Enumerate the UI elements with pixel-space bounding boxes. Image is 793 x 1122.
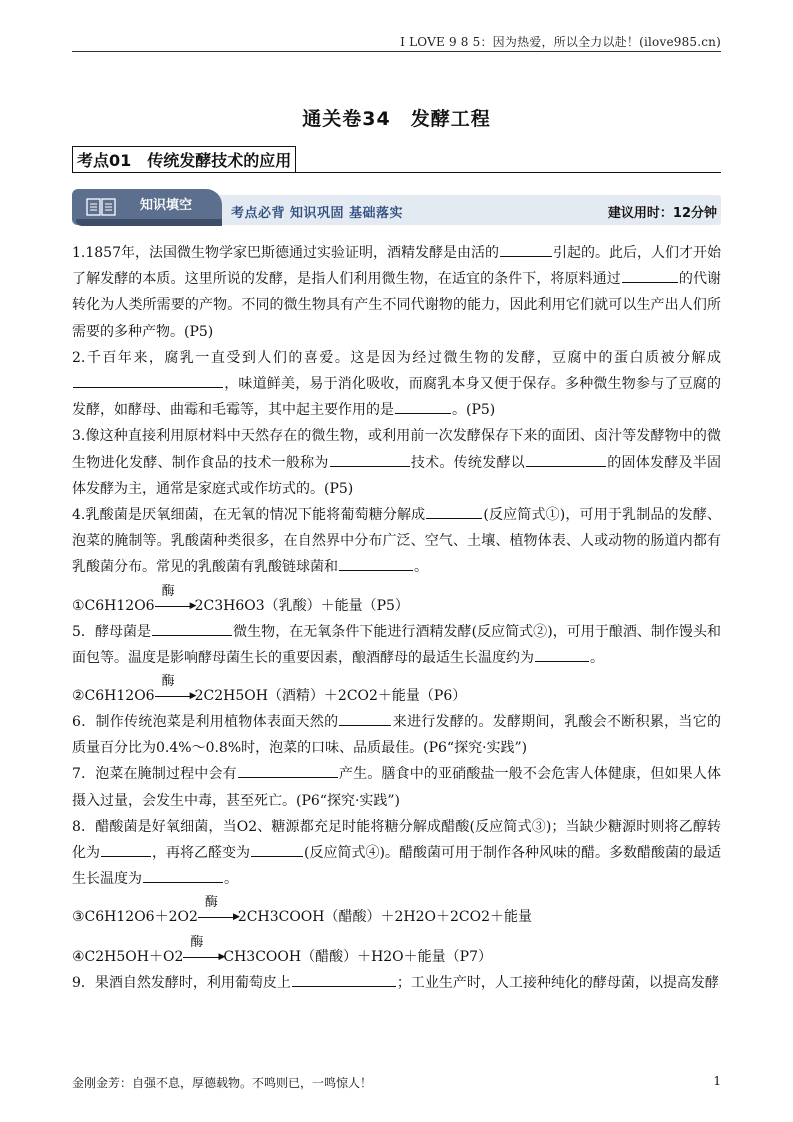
page-footer: 金刚金芳：自强不息，厚德载物。不鸣则已，一鸣惊人！: [72, 1076, 373, 1090]
equation-2: [72, 674, 721, 709]
answer-blank[interactable]: [339, 556, 413, 571]
answer-blank[interactable]: [238, 763, 338, 778]
answer-blank[interactable]: [251, 842, 303, 857]
answer-blank[interactable]: [330, 452, 410, 467]
equation-right: CH3COOH（醋酸）＋H2O＋能量（P7）: [223, 949, 492, 966]
answer-blank[interactable]: [73, 373, 223, 388]
arrow-icon: 酶 ▶: [155, 601, 195, 611]
answer-blank[interactable]: [339, 711, 391, 726]
suggested-time: 建议用时：12分钟: [607, 206, 717, 221]
section-heading: 考点01 传统发酵技术的应用: [72, 146, 296, 173]
question-2: 2.千百年来，腐乳一直受到人们的喜爱。这是因为经过微生物的发酵，豆腐中的蛋白质被分解成，味道鲜美，易于消化吸收，而腐乳本身又便于保存。多种微生物参与了豆腐的发酵，如酵母、曲霉和毛霉等，其中起主要作用的是 。(P5): [72, 349, 721, 419]
equation-left: ④C2H5OH＋O2: [72, 949, 184, 966]
section-divider: [72, 172, 721, 173]
question-7: 7．泡菜在腌制过程中会有 产生。膳食中的亚硝酸盐一般不会危害人体健康，但如果人体摄入过量，会发生中毒，甚至死亡。(P6“探究·实践”): [72, 761, 721, 813]
equation-4: [72, 935, 721, 970]
equation-left: ②C6H12O6: [72, 688, 155, 705]
header-divider: [72, 51, 721, 52]
enzyme-label: 酶: [161, 674, 175, 690]
answer-blank[interactable]: [535, 647, 589, 662]
question-6: 6．制作传统泡菜是利用植物体表面天然的 来进行发酵的。发酵期间，乳酸会不断积累，当它的质量百分比为0.4%～0.8%时，泡菜的口味、品质最佳。(P6“探究·实践”): [72, 709, 721, 761]
equation-right: 2CH3COOH（醋酸）＋2H2O＋2CO2＋能量: [237, 909, 532, 926]
equation-right: 2C3H6O3（乳酸）＋能量（P5）: [194, 597, 409, 614]
answer-blank[interactable]: [292, 972, 396, 987]
question-4: 4.乳酸菌是厌氧细菌，在无氧的情况下能将葡萄糖分解成 (反应简式①)，可用于乳制品的发酵、泡菜的腌制等。乳酸菌种类很多，在自然界中分布广泛、空气、土壤、植物体表、人或动物的肠道内都有乳酸菌分布。常见的乳酸菌有乳酸链球菌和 。: [72, 502, 721, 581]
answer-blank[interactable]: [395, 399, 451, 414]
equation-1: [72, 583, 721, 619]
answer-blank[interactable]: [426, 504, 482, 519]
question-3: 3.像这种直接利用原材料中天然存在的微生物，或利用前一次发酵保存下来的面团、卤汁等发酵物中的微生物进化发酵、制作食品的技术一般称为 技术。传统发酵以 的固体发酵及半固体发酵为主，通常是家庭式或作坊式的。(P5): [72, 428, 722, 497]
answer-blank[interactable]: [500, 242, 552, 257]
page-title: 通关卷34 发酵工程: [302, 108, 491, 130]
page-header: I LOVE 9 8 5：因为热爱，所以全力以赴！(ilove985.cn): [400, 35, 721, 49]
enzyme-label: 酶: [204, 895, 218, 911]
equation-left: ①C6H12O6: [72, 597, 155, 614]
banner-label: 知识填空: [140, 198, 193, 213]
equation-right: 2C2H5OH（酒精）＋2CO2＋能量（P6）: [194, 688, 467, 705]
equation-left: ③C6H12O6＋2O2: [72, 909, 198, 926]
question-1: 1.1857年，法国微生物学家巴斯德通过实验证明，酒精发酵是由活的 引起的。此后，人们才开始了解发酵的本质。这里所说的发酵，是指人们利用微生物，在适宜的条件下，将原料通过 的代谢转化为人类所需要的产物。不同的微生物具有产生不同代谢物的能力，因此利用它们就可以生产出人们所需要的多种产物。(P5): [72, 240, 721, 345]
knowledge-banner: [72, 189, 721, 231]
answer-blank[interactable]: [143, 868, 223, 883]
book-icon: [86, 198, 116, 216]
equation-3: [72, 895, 721, 930]
answer-blank[interactable]: [622, 268, 678, 283]
answer-blank[interactable]: [152, 621, 232, 636]
enzyme-label: 酶: [161, 583, 175, 599]
banner-tab-shadow: [76, 219, 222, 226]
answer-blank[interactable]: [526, 452, 606, 467]
question-body: [72, 240, 721, 997]
answer-blank[interactable]: [101, 842, 151, 857]
arrow-icon: 酶 ▶: [155, 691, 195, 701]
banner-subtitle: 考点必背 知识巩固 基础落实: [231, 206, 404, 221]
arrow-icon: 酶 ▶: [198, 912, 238, 922]
arrow-icon: 酶 ▶: [183, 952, 223, 962]
enzyme-label: 酶: [190, 935, 204, 951]
question-8: 8．醋酸菌是好氧细菌，当O2、糖源都充足时能将糖分解成醋酸(反应简式③)；当缺少糖源时则将乙醇转化为 ，再将乙醛变为 (反应简式④)。醋酸菌可用于制作各种风味的醋。多数醋酸菌的最适生长温度为 。: [72, 818, 722, 888]
page-number: 1: [713, 1074, 721, 1088]
question-9: 9．果酒自然发酵时，利用葡萄皮上 ；工业生产时，人工接种纯化的酵母菌，以提高发酵: [72, 970, 721, 996]
question-5: 5．酵母菌是 微生物，在无氧条件下能进行酒精发酵(反应简式②)，可用于酿酒、制作馒头和面包等。温度是影响酵母菌生长的重要因素，酿酒酵母的最适生长温度约为 。: [72, 619, 721, 671]
